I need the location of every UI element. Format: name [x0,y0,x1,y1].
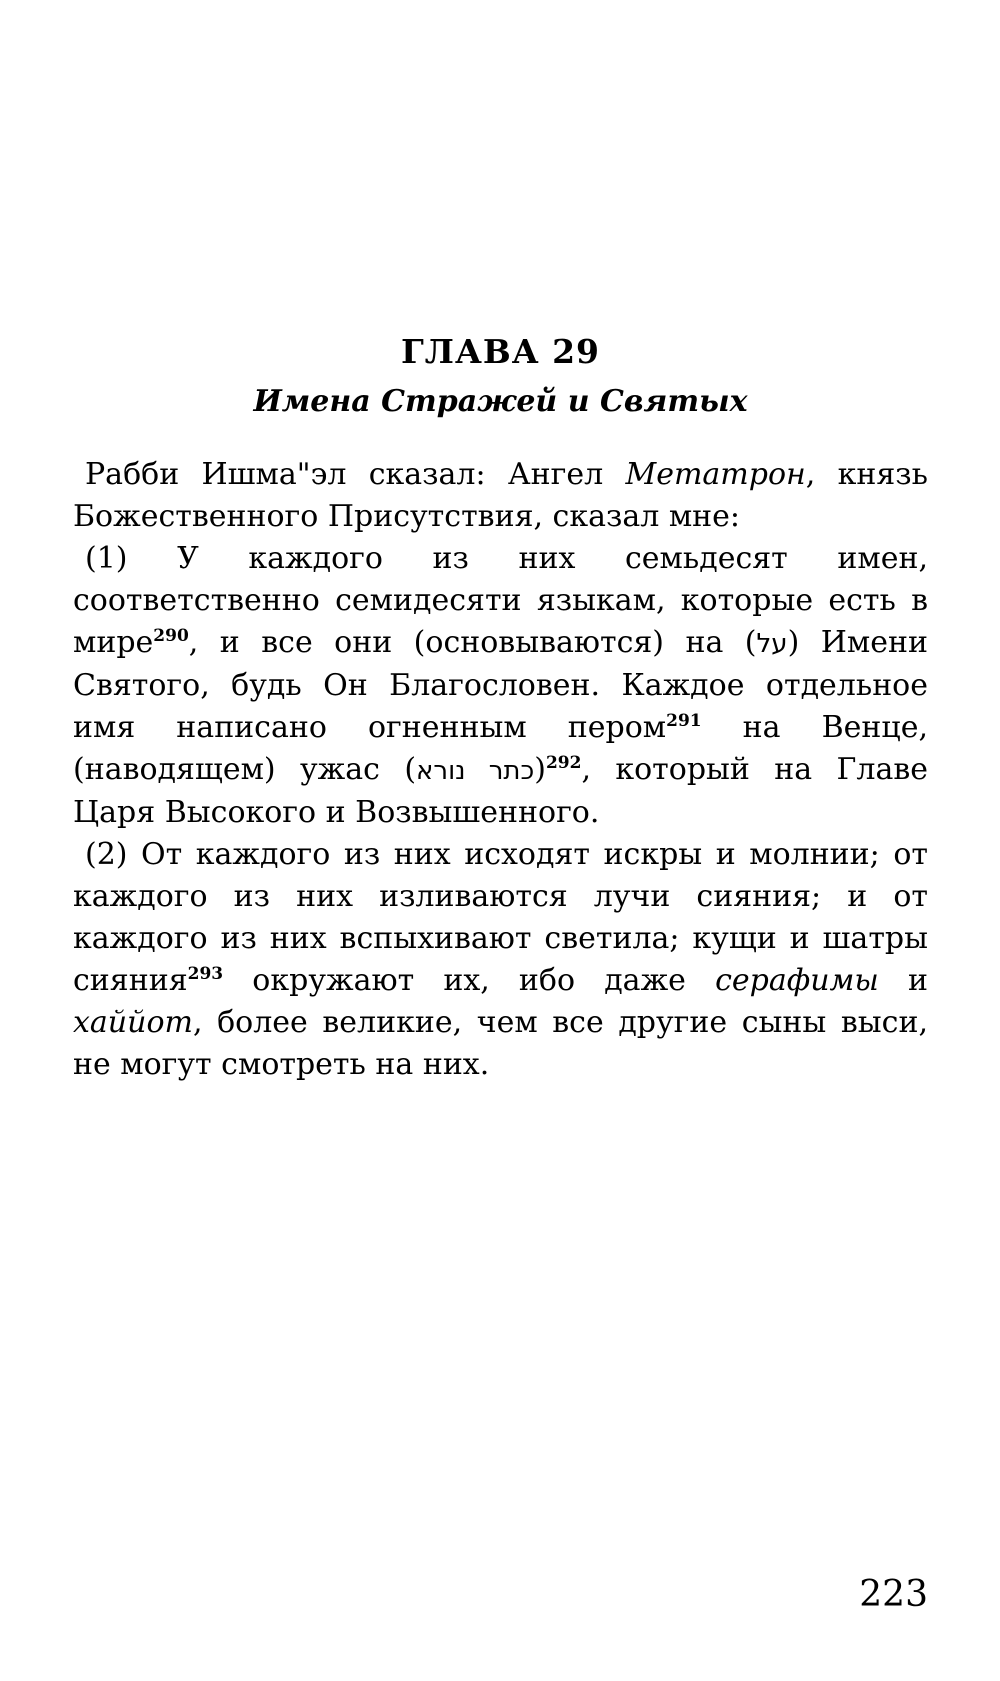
text-run: , и все они (основываются) на ( [188,625,757,660]
hebrew-text: על [756,629,788,659]
text-run: (1) У каждого из них семьдесят имен, соответственно семидесяти языкам, которые есть в мире [73,541,928,660]
text-run: и [878,963,928,998]
footnote-ref: 292 [545,753,582,773]
text-run: , который на Главе Царя Высокого и Возвышенного. [73,752,928,830]
page-content [73,330,928,1086]
chapter-title: ГЛАВА 29 [400,332,601,371]
hebrew-text: כתר נורא [416,756,535,786]
footnote-ref: 293 [187,964,224,984]
paragraph-1 [73,538,928,834]
footnote-ref: 290 [153,626,189,646]
text-run: , более великие, чем все другие сыны выси, не могут смотреть на них. [73,1005,928,1082]
paragraph-2 [73,834,928,1086]
italic-term: хаййот [73,1005,193,1040]
chapter-subtitle: Имена Стражей и Святых [253,384,748,419]
italic-term: Метатрон [625,457,806,492]
paragraph-intro [73,454,928,538]
footnote-ref: 291 [666,711,702,731]
text-run: ) Имени Святого, будь Он Благословен. Каждое отдельное имя написано огненным пером [73,625,928,745]
text-run: окружают их, ибо даже [223,963,716,998]
text-run: Рабби Ишма"эл сказал: Ангел [85,457,626,492]
page-number: 223 [859,1574,928,1615]
text-run: ) [534,752,546,787]
text-run: на Венце, (наводящем) ужас ( [73,710,928,787]
italic-term: серафимы [715,963,879,998]
text-run: , князь Божественного Присутствия, сказал мне: [73,457,928,534]
text-run: (2) От каждого из них исходят искры и молнии; от каждого из них изливаются лучи сияния; и от каждого из них вспыхивают светила; кущи и шатры сияния [73,837,928,998]
